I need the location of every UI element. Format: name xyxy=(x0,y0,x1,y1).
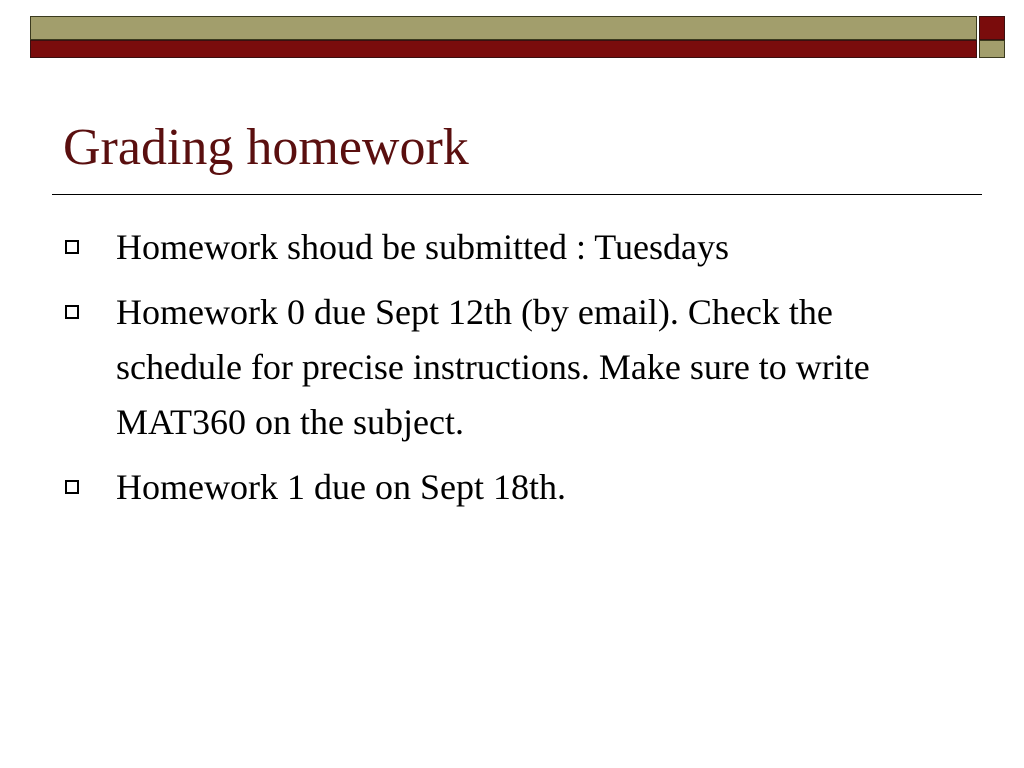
bullet-list xyxy=(65,220,965,525)
bullet-item xyxy=(65,220,965,275)
bullet-text: Homework shoud be submitted : Tuesdays xyxy=(116,227,730,267)
decoration-olive-stripe xyxy=(30,16,977,40)
bullet-item xyxy=(65,285,965,450)
hollow-square-icon xyxy=(65,480,79,494)
decoration-olive-square xyxy=(979,40,1005,58)
hollow-square-icon xyxy=(65,240,79,254)
bullet-text: Homework 1 due on Sept 18th. xyxy=(116,467,566,507)
bullet-text: Homework 0 due Sept 12th (by email). Check the schedule for precise instructions. Make sure to write MAT360 on the subject. xyxy=(116,292,870,442)
decoration-maroon-stripe xyxy=(30,40,977,58)
hollow-square-icon xyxy=(65,305,79,319)
bullet-item xyxy=(65,460,965,515)
slide-title: Grading homework xyxy=(63,119,469,176)
decoration-maroon-square xyxy=(979,16,1005,40)
title-divider xyxy=(52,194,982,195)
header-decoration-bar xyxy=(30,16,1005,58)
